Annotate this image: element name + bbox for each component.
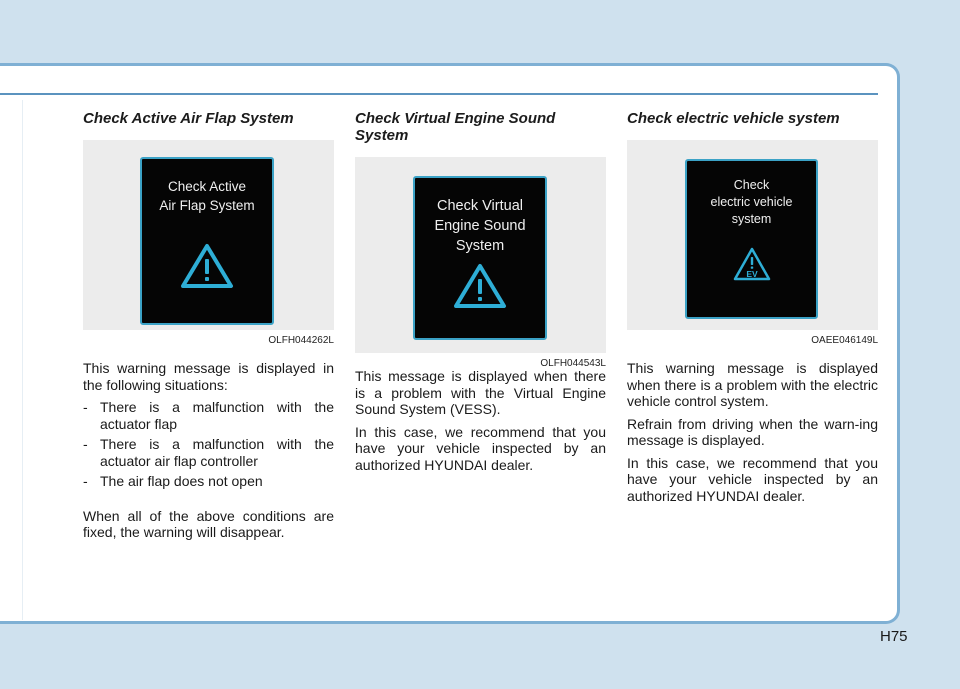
display-message: Check electric vehicle system	[710, 178, 793, 226]
section-body	[355, 368, 606, 473]
cluster-display	[413, 176, 547, 340]
cluster-display	[685, 159, 818, 319]
section-virtual-engine-sound	[355, 110, 606, 479]
section-electric-vehicle-system	[627, 110, 878, 510]
ev-label: EV	[745, 269, 758, 279]
display-message: Check Virtual Engine Sound System	[434, 198, 526, 254]
intro-paragraph: This warning message is displayed in the following situations:	[83, 360, 334, 393]
warning-triangle-icon	[452, 262, 508, 310]
list-item: - There is a malfunction with the actuator air flap controller	[83, 436, 334, 469]
section-heading: Check Active Air Flap System	[83, 110, 294, 127]
margin-line	[22, 100, 23, 620]
list-item: - There is a malfunction with the actuator flap	[83, 399, 334, 432]
header-rule	[0, 93, 878, 95]
figure-electric-vehicle-system	[627, 140, 878, 346]
section-active-air-flap	[83, 110, 334, 547]
figure-code: OAEE046149L	[811, 335, 878, 346]
cluster-display	[140, 157, 274, 325]
section-heading: Check Virtual Engine Sound System	[355, 110, 556, 144]
paragraph: This message is displayed when there is a problem with the Virtual Engine Sound System (VESS).	[355, 368, 606, 417]
condition-list	[83, 399, 334, 490]
figure-code: OLFH044543L	[540, 358, 606, 369]
section-body	[627, 360, 878, 504]
figure-code: OLFH044262L	[268, 335, 334, 346]
section-body	[83, 360, 334, 541]
paragraph: In this case, we recommend that you have your vehicle inspected by an authorized HYUNDAI dealer.	[355, 423, 606, 473]
figure-virtual-engine-sound	[355, 157, 606, 369]
paragraph: In this case, we recommend that you have your vehicle inspected by an authorized HYUNDAI dealer.	[627, 454, 878, 504]
paragraph: Refrain from driving when the warn-ing message is displayed.	[627, 415, 878, 448]
ev-warning-icon	[732, 246, 772, 282]
figure-active-air-flap	[83, 140, 334, 346]
list-item: - The air flap does not open	[83, 473, 263, 489]
page-number: H75	[880, 628, 908, 645]
warning-triangle-icon	[179, 242, 235, 290]
section-heading: Check electric vehicle system	[627, 110, 840, 127]
outro-paragraph: When all of the above conditions are fixed, the warning will disappear.	[83, 507, 334, 540]
paragraph: This warning message is displayed when there is a problem with the electric vehicle control system.	[627, 360, 878, 409]
display-message: Check Active Air Flap System	[159, 179, 255, 213]
